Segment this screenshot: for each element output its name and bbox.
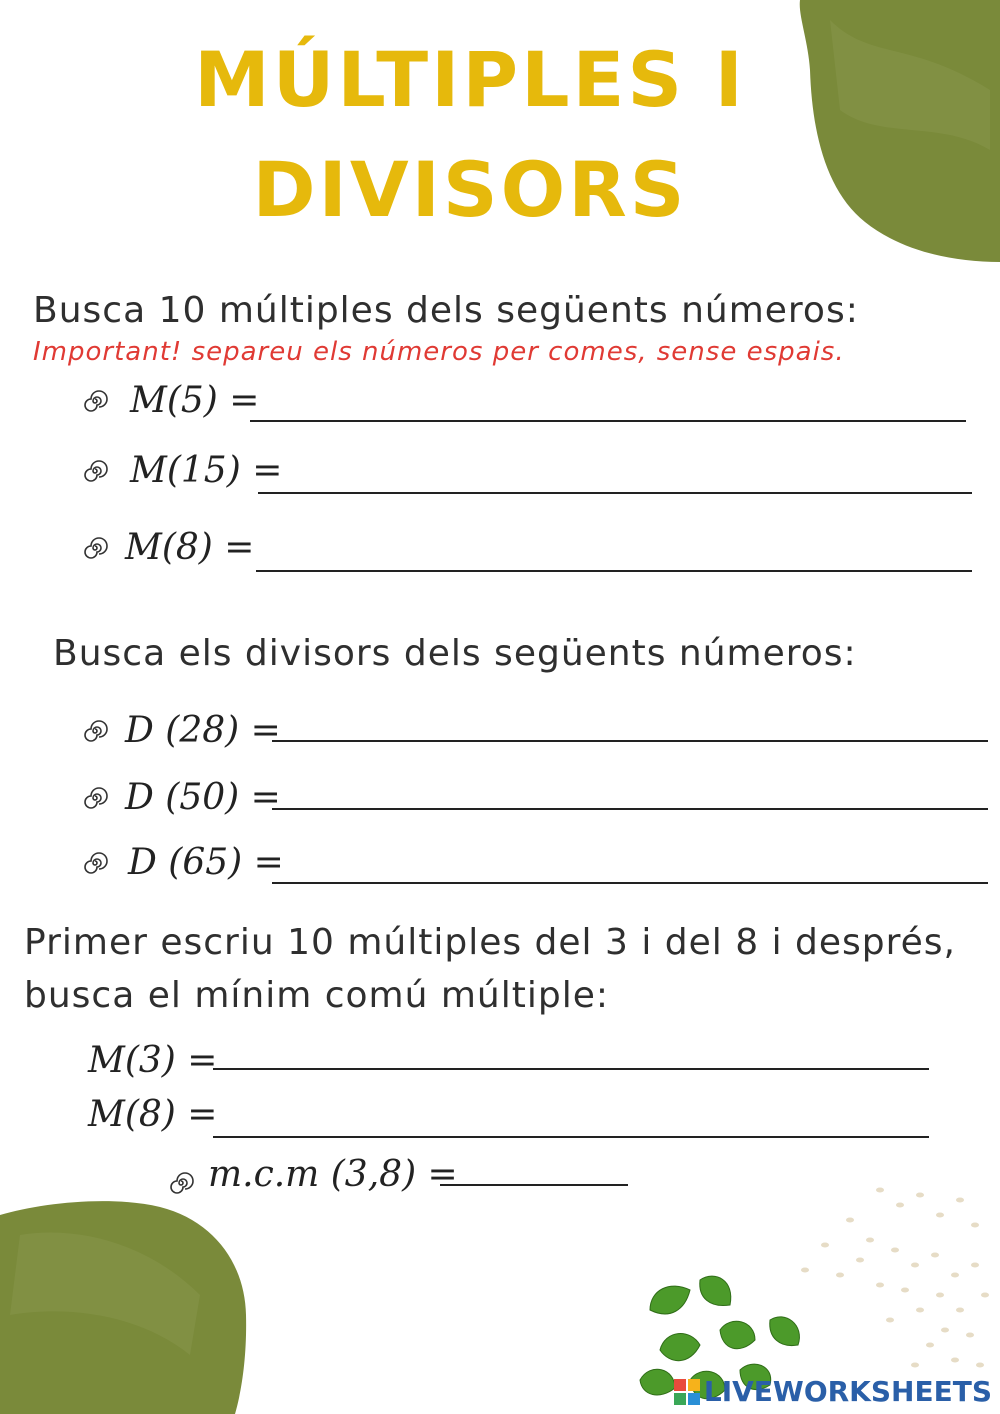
- answer-d65-input[interactable]: [272, 850, 988, 884]
- spiral-icon: [168, 1170, 194, 1196]
- label-m3: M(3) =: [88, 1040, 218, 1081]
- answer-m8-input[interactable]: [256, 538, 972, 572]
- title-line-1: MÚLTIPLES I: [194, 35, 746, 124]
- spiral-icon: [82, 458, 108, 484]
- spiral-icon: [82, 850, 108, 876]
- answer-m5-input[interactable]: [250, 388, 966, 422]
- section1-heading: Busca 10 múltiples dels següents números:: [33, 290, 859, 331]
- spiral-icon: [82, 785, 108, 811]
- answer-m8-second-input[interactable]: [213, 1104, 929, 1138]
- liveworksheets-brand: [674, 1375, 992, 1408]
- answer-m15-input[interactable]: [258, 460, 972, 494]
- section1-note: Important! separeu els números per comes, sense espais.: [33, 337, 845, 367]
- decorative-blob-bottom-left: [0, 1195, 250, 1414]
- label-d65: D (65) =: [128, 842, 284, 883]
- label-d50: D (50) =: [125, 777, 281, 818]
- liveworksheets-logo-icon: [674, 1379, 700, 1405]
- section3-heading-line1: Primer escriu 10 múltiples del 3 i del 8 i després,: [24, 922, 956, 963]
- label-m8-second: M(8) =: [88, 1094, 218, 1135]
- spiral-icon: [82, 535, 108, 561]
- label-m5: M(5) =: [130, 380, 260, 421]
- label-m8: M(8) =: [125, 527, 255, 568]
- section2-heading: Busca els divisors dels següents números:: [53, 633, 857, 674]
- brand-name: LIVEWORKSHEETS: [703, 1375, 992, 1408]
- title-line-2: DIVISORS: [252, 145, 688, 234]
- answer-d28-input[interactable]: [272, 708, 988, 742]
- label-d28: D (28) =: [125, 710, 281, 751]
- answer-lcm-input[interactable]: [440, 1152, 628, 1186]
- spiral-icon: [82, 718, 108, 744]
- label-m15: M(15) =: [130, 450, 283, 491]
- answer-m3-input[interactable]: [213, 1036, 929, 1070]
- answer-d50-input[interactable]: [272, 776, 988, 810]
- label-lcm: m.c.m (3,8) =: [208, 1154, 458, 1195]
- section3-heading-line2: busca el mínim comú múltiple:: [24, 975, 609, 1016]
- spiral-icon: [82, 388, 108, 414]
